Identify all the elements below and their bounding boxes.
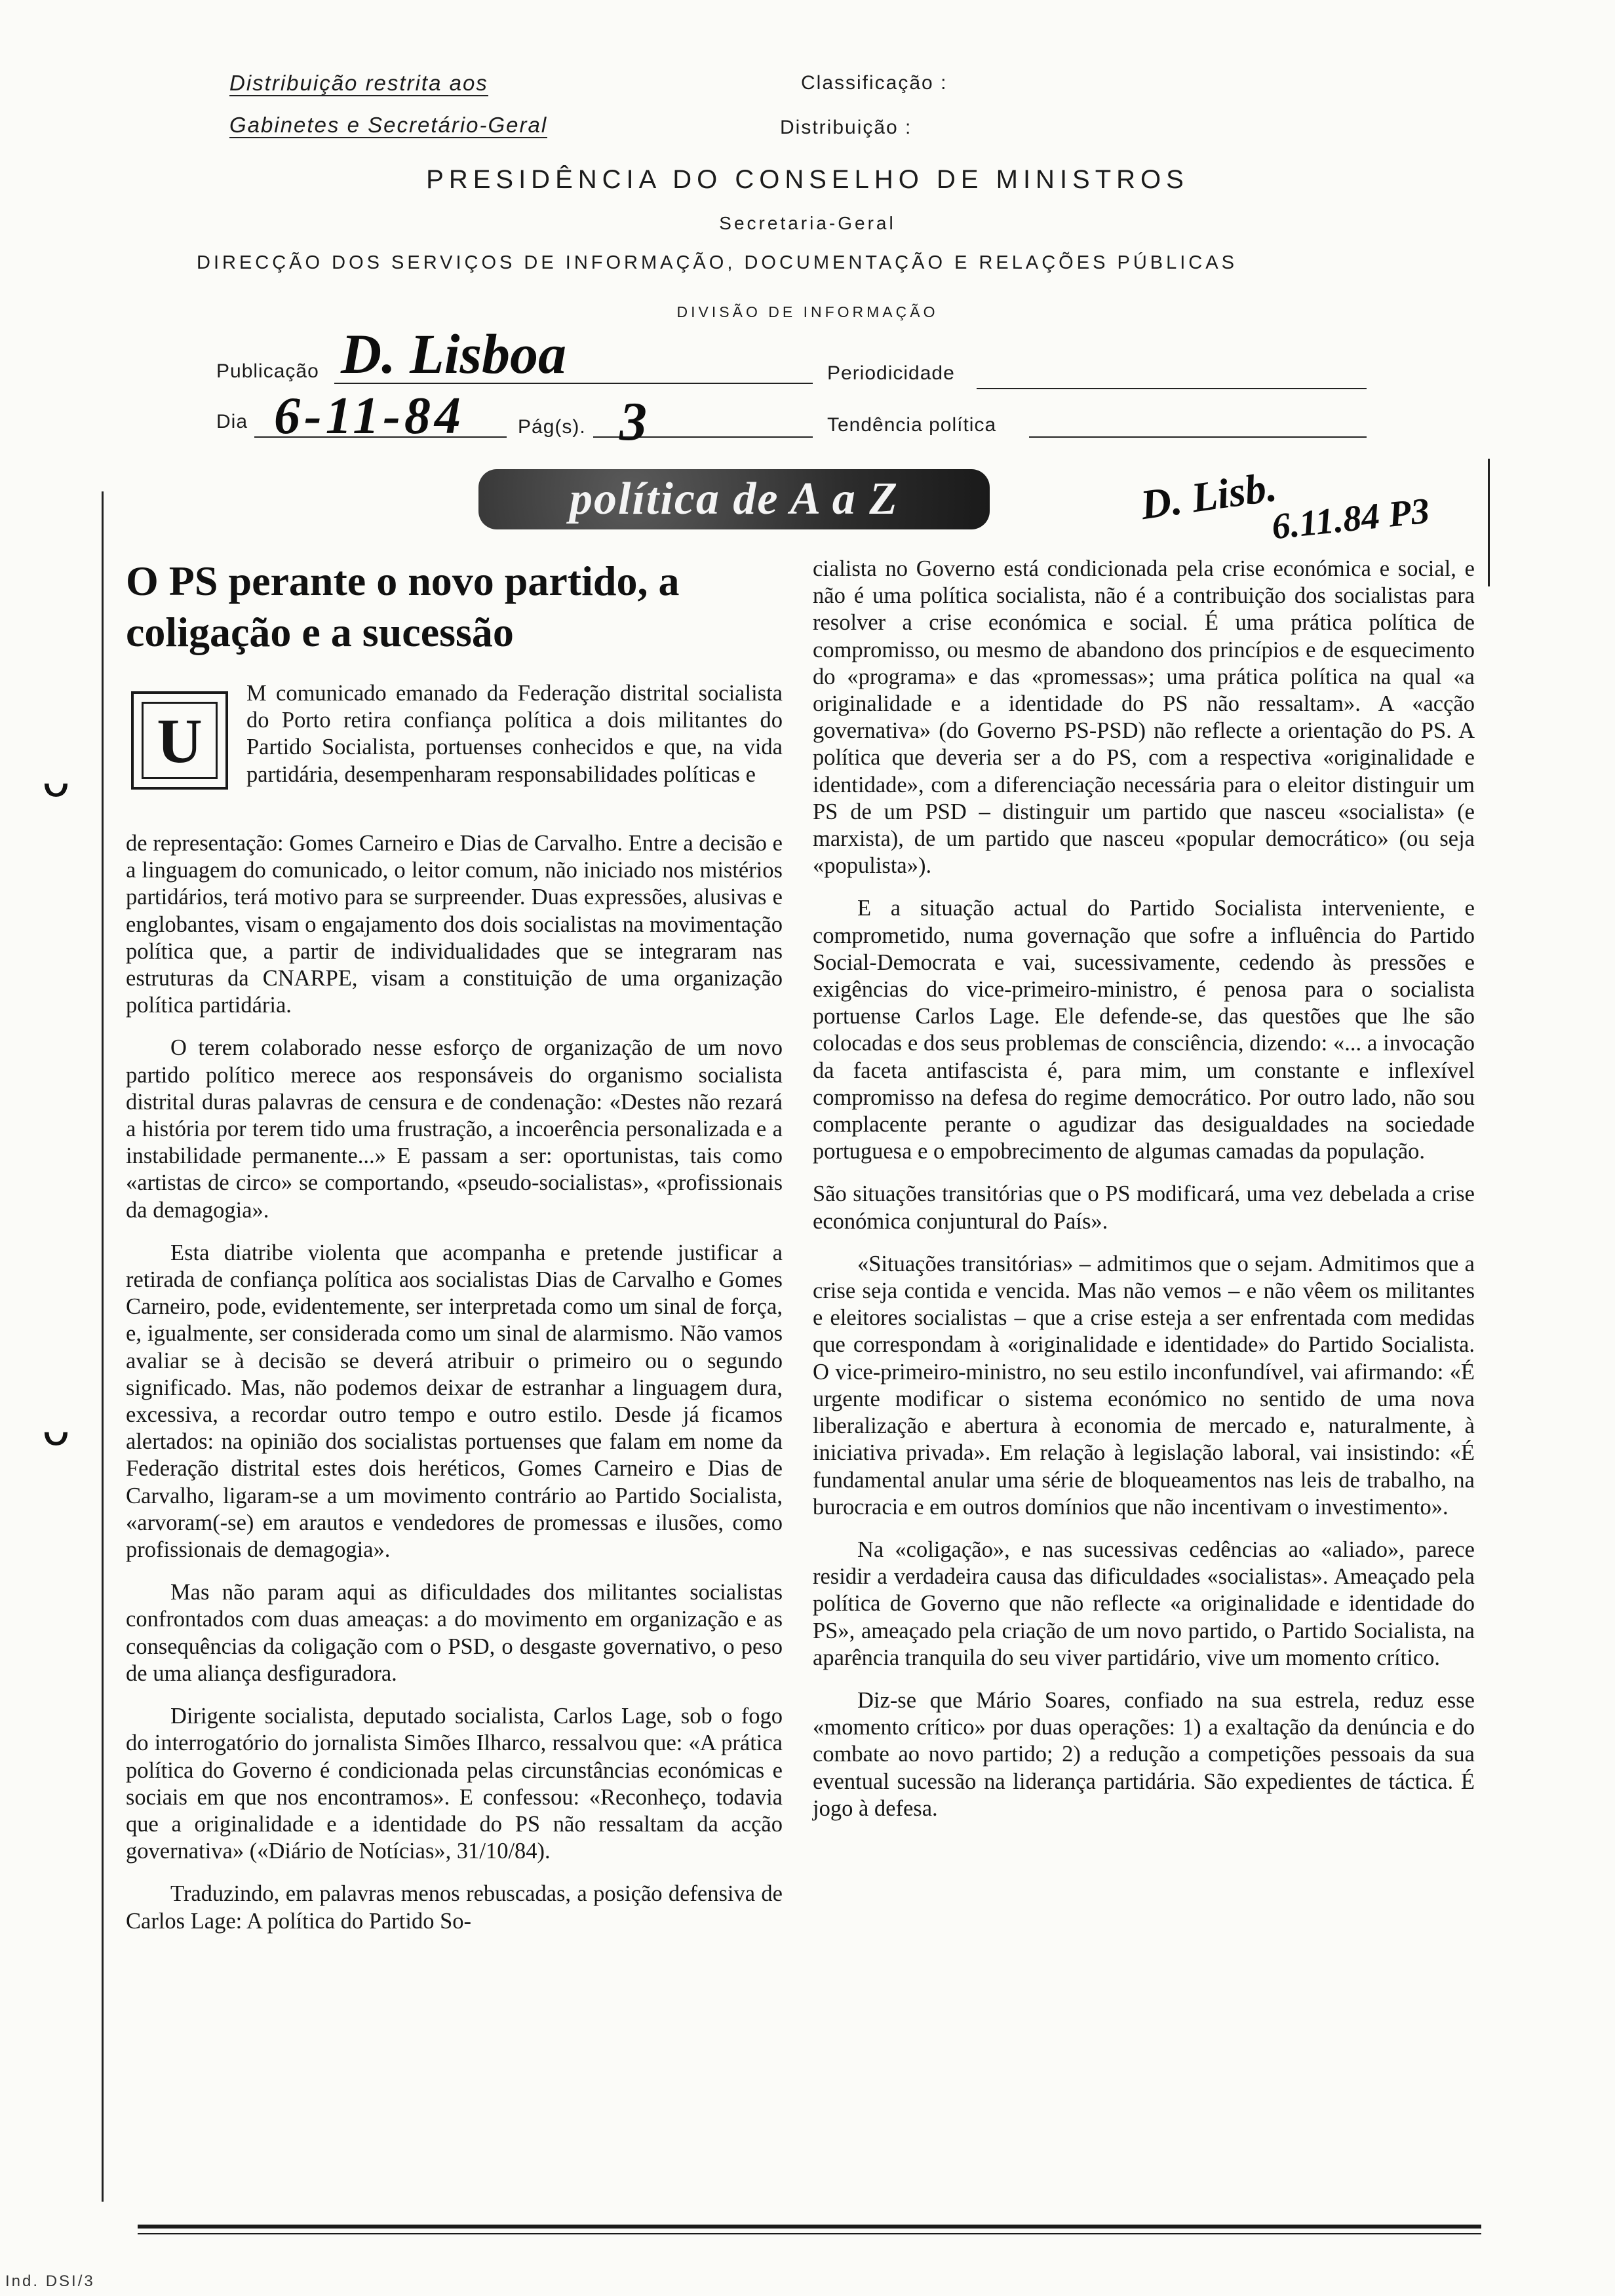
dropcap-letter: U: [142, 702, 218, 779]
col1-paragraph: Dirigente socialista, deputado socialista, Carlos Lage, sob o fogo do interrogatório do jornalista Simões Ilharco, ressalvou que: «A prática política do Governo é condicionada pelas circunstâncias económicas e sociais em que nos encontramos». E confessou: «Reconheço, todavia que a originalidade e a identidade do PS não ressaltam da acção governativa» («Diário de Notícias», 31/10/84).: [126, 1704, 783, 1864]
col1-paragraph: Traduzindo, em palavras menos rebuscadas, a posição defensiva de Carlos Lage: A política do Partido So-: [126, 1881, 783, 1934]
classificacao-label: Classificação :: [801, 72, 948, 94]
division-title: DIVISÃO DE INFORMAÇÃO: [676, 303, 939, 320]
dropcap-box: [131, 691, 228, 790]
col1-paragraph: Esta diatribe violenta que acompanha e pretende justificar a retirada de confiança política aos socialistas Dias de Carvalho e Gomes Carneiro, pode, evidentemente, ser interpretada como um sinal de força, e, igualmente, ser considerada como um sinal de alarmismo. Não vamos avaliar se à decisão se deverá atribuir o primeiro ou o segundo significado. Mas, não podemos deixar de estranhar a linguagem dura, excessiva, a recordar outro tempo e outro estilo. Desde já ficamos alertados: na opinião dos socialistas portuenses que falam em nome da Federação distrital estes dois heréticos, Gomes Carneiro e Dias de Carvalho, ligaram-se a um movimento contrário ao Partido Socialista, «arvoram(-se) em arautos e vendedores de promessas e ilusões, como profissionais de demagogia».: [126, 1240, 783, 1563]
article-frame-left: [102, 491, 104, 2202]
opening-paragraph: M comunicado emanado da Federação distrital socialista do Porto retira confiança política a dois militantes do Partido Socialista, portuenses conhecidos e que, na vida partidária, desempenharam responsabilidades políticas e: [246, 681, 783, 787]
margin-mark: ᴗ: [42, 1402, 70, 1456]
distribution-line-1: Distribuição restrita aos: [229, 71, 488, 95]
distribuicao-label: Distribuição :: [780, 117, 912, 138]
dia-handwritten: 6-11-84: [274, 387, 465, 445]
handwritten-note-line-1: D. Lisb.: [1138, 463, 1279, 529]
col2-paragraph: Na «coligação», e nas sucessivas cedências ao «aliado», parece residir a verdadeira causa das dificuldades «socialistas». Ameaçado pela política de Governo que não reflecte «a originalidade e identidade do PS», ameaçado pela criação de um novo partido, o Partido Socialista, na aparência tranquila do seu viver partidário, vive um momento crítico.: [813, 1537, 1475, 1670]
col2-paragraph: cialista no Governo está condicionada pela crise económica e social, e não é uma política socialista, não é a contribuição dos socialistas para resolver a crise económica e social. É uma prática política de compromisso, ou mesmo de abandono dos princípios e de esquecimento do «programa» e das «promessas»; uma prática política na qual «a originalidade e a identidade do PS não ressaltam». A «acção governativa» (do Governo PS-PSD) não reflecte a orientação do PS. A política que deveria ser a do PS, com a respectiva «originalidade e identidade», com a diferenciação necessária para o eleitor distinguir um PS de um PSD – distinguir um partido que nasceu «socialista» (e marxista), de um partido que nasceu «popular democrático» (ou seja «populista»).: [813, 556, 1475, 879]
organization-title: PRESIDÊNCIA DO CONSELHO DE MINISTROS: [426, 165, 1189, 194]
col1-paragraph: de representação: Gomes Carneiro e Dias de Carvalho. Entre a decisão e a linguagem do comunicado, o leitor comum, não iniciado nos mistérios partidários, terá motivo para se surpreender. Duas expressões, alusivas e englobantes, visam o engajamento dos dois socialistas na movimentação política que, a partir de individualidades que se integraram nas estruturas da CNARPE, visam a constituição de uma organização política partidária.: [126, 831, 783, 1018]
paginas-handwritten: 3: [619, 391, 647, 452]
tendencia-label: Tendência política: [827, 414, 997, 436]
col2-paragraph: São situações transitórias que o PS modificará, uma vez debelada a crise económica conjuntural do País».: [813, 1181, 1475, 1234]
footer-code: Ind. DSI/3: [5, 2272, 95, 2290]
article-headline: O PS perante o novo partido, a coligação e a sucessão: [126, 558, 680, 655]
section-banner-text: política de A a Z: [570, 474, 899, 524]
bottom-rule: [138, 2225, 1481, 2229]
periodicidade-line: [977, 388, 1367, 389]
col1-paragraph: Mas não param aqui as dificuldades dos militantes socialistas confrontados com duas ameaças: a do movimento em organização e as consequências da coligação com o PSD, o desgaste governativo, o peso de uma aliança desfiguradora.: [126, 1580, 783, 1686]
bottom-rule-thin: [138, 2233, 1481, 2234]
publicacao-handwritten: D. Lisboa: [341, 322, 566, 385]
col2-paragraph: «Situações transitórias» – admitimos que o sejam. Admitimos que a crise seja contida e vencida. Mas não vemos – e não vêem os militantes e eleitores socialistas – que a crise esteja a ser enfrentada com medidas que correspondam à «originalidade e identidade» do Partido Socialista. O vice-primeiro-ministro, no seu estilo inconfundível, vai afirmando: «É urgente modificar o sistema económico no sentido de uma nova liberalização e abertura à economia de mercado e, naturalmente, à iniciativa privada». Em relação à legislação laboral, vai insistindo: «É fundamental anular uma série de bloqueamentos nas leis de trabalho, na burocracia e em outros domínios que não incentivam o investimento».: [813, 1251, 1475, 1520]
publicacao-label: Publicação: [216, 360, 319, 382]
col1-paragraph: O terem colaborado nesse esforço de organização de um novo partido político merece aos responsáveis do organismo socialista distrital duras palavras de censura e de condenação: «Destes não rezará a história por terem tido uma frustração, a incoerência personalizada e a instabilidade permanente...» E passam a ser: oportunistas, tais como «artistas de circo» se comportando, «pseudo-socialistas», «profissionais da demagogia».: [126, 1035, 783, 1223]
directorate-title: DIRECÇÃO DOS SERVIÇOS DE INFORMAÇÃO, DOCUMENTAÇÃO E RELAÇÕES PÚBLICAS: [197, 252, 1237, 273]
tendencia-line: [1029, 436, 1367, 438]
col2-paragraph: Diz-se que Mário Soares, confiado na sua estrela, reduz esse «momento crítico» por duas operações: 1) a exaltação da denúncia e do combate ao novo partido; 2) a redução a competições pessoais da sua eventual sucessão na liderança partidária. São expedientes de táctica. É jogo à defesa.: [813, 1687, 1475, 1821]
distribution-line-2: Gabinetes e Secretário-Geral: [229, 113, 548, 137]
periodicidade-label: Periodicidade: [827, 362, 955, 384]
column-2: [813, 556, 1475, 1822]
article-frame-right: [1488, 459, 1490, 586]
column-1-opening: [246, 680, 783, 788]
handwritten-note-line-2: 6.11.84 P3: [1270, 490, 1431, 548]
secretariat-title: Secretaria-Geral: [719, 213, 896, 233]
col2-paragraph: E a situação actual do Partido Socialista interveniente, e comprometido, numa governação que sofre a influência do Partido Social-Democrata e vai, sucessivamente, cedendo às pressões e exigências do vice-primeiro-ministro, é penosa para o socialista portuense Carlos Lage. Ele defende-se, das questões que lhe são colocadas e dos seus problemas de consciência, dizendo: «... a invocação da faceta antifascista é, para mim, um constante e inflexível compromisso na defesa do regime democrático. Por outro lado, não sou complacente perante o agudizar das desigualdades na sociedade portuguesa e o empobrecimento de algumas camadas da população.: [813, 896, 1475, 1164]
margin-mark: ᴗ: [42, 754, 70, 807]
section-banner: [478, 469, 990, 529]
dia-label: Dia: [216, 411, 248, 432]
column-1: [126, 830, 783, 1935]
paginas-label: Pág(s).: [518, 416, 586, 438]
